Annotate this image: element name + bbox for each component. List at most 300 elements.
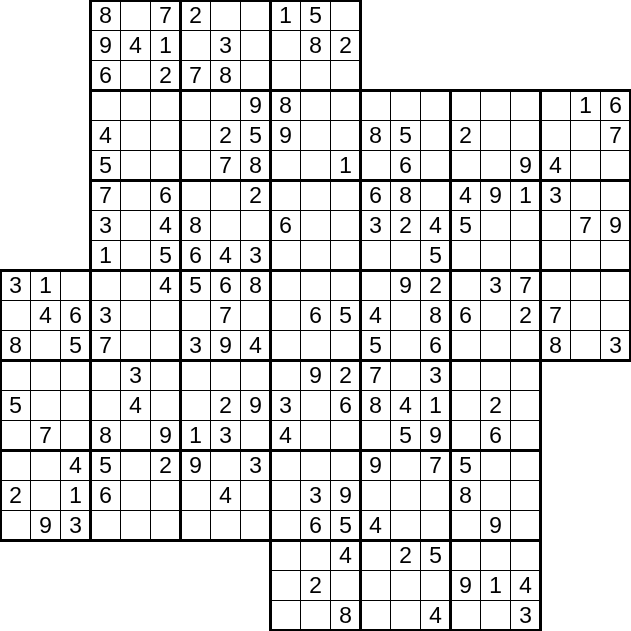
sudoku-cell-empty[interactable] <box>511 481 541 511</box>
sudoku-cell-empty[interactable] <box>121 91 151 121</box>
sudoku-cell-given: 4 <box>159 272 172 298</box>
sudoku-cell-empty[interactable] <box>121 451 151 481</box>
sudoku-cell-empty[interactable] <box>421 91 451 121</box>
sudoku-cell-given: 1 <box>99 242 112 268</box>
sudoku-cell-empty[interactable] <box>511 331 541 361</box>
sudoku-cell-empty[interactable] <box>451 361 481 391</box>
sudoku-cell-given: 3 <box>549 182 562 208</box>
sudoku-cell-given: 8 <box>549 332 562 358</box>
sudoku-cell-given: 1 <box>489 572 502 598</box>
sudoku-cell-empty[interactable] <box>511 421 541 451</box>
sudoku-cell-empty[interactable] <box>571 301 601 331</box>
sudoku-cell-empty[interactable] <box>331 421 361 451</box>
sudoku-cell-empty[interactable] <box>391 571 421 601</box>
sudoku-cell-given: 1 <box>279 2 292 28</box>
sudoku-cell-empty[interactable] <box>121 301 151 331</box>
sudoku-cell-empty[interactable] <box>391 331 421 361</box>
sudoku-cell-empty[interactable] <box>301 451 331 481</box>
sudoku-cell-empty[interactable] <box>301 601 331 631</box>
sudoku-cell-given: 5 <box>459 452 472 478</box>
sudoku-cell-empty[interactable] <box>361 481 391 511</box>
sudoku-cell-empty[interactable] <box>451 511 481 541</box>
sudoku-cell-empty[interactable] <box>121 481 151 511</box>
sudoku-cell-empty[interactable] <box>1 511 31 541</box>
sudoku-cell-given: 1 <box>39 272 52 298</box>
sudoku-cell-empty[interactable] <box>151 481 181 511</box>
sudoku-cell-empty[interactable] <box>181 391 211 421</box>
sudoku-cell-given: 6 <box>399 152 412 178</box>
sudoku-cell-empty[interactable] <box>571 121 601 151</box>
sudoku-cell-empty[interactable] <box>241 1 271 31</box>
sudoku-cell-empty[interactable] <box>121 121 151 151</box>
sudoku-cell-empty[interactable] <box>181 151 211 181</box>
sudoku-cell-empty[interactable] <box>301 391 331 421</box>
sudoku-cell-given: 4 <box>519 572 532 598</box>
sudoku-cell-empty[interactable] <box>481 361 511 391</box>
sudoku-cell-empty[interactable] <box>601 241 631 271</box>
sudoku-cell-given: 4 <box>549 152 562 178</box>
sudoku-cell-given: 9 <box>39 512 52 538</box>
sudoku-cell-empty[interactable] <box>421 121 451 151</box>
sudoku-cell-given: 7 <box>579 212 592 238</box>
sudoku-cell-given: 3 <box>249 452 262 478</box>
sudoku-cell-empty[interactable] <box>211 91 241 121</box>
sudoku-cell-empty[interactable] <box>301 541 331 571</box>
sudoku-cell-given: 9 <box>489 182 502 208</box>
sudoku-cell-empty[interactable] <box>121 421 151 451</box>
sudoku-cell-given: 9 <box>249 392 262 418</box>
sudoku-cell-empty[interactable] <box>31 361 61 391</box>
sudoku-cell-empty[interactable] <box>211 181 241 211</box>
sudoku-cell-empty[interactable] <box>331 211 361 241</box>
sudoku-cell-empty[interactable] <box>241 301 271 331</box>
sudoku-cell-empty[interactable] <box>601 301 631 331</box>
sudoku-cell-empty[interactable] <box>481 241 511 271</box>
sudoku-cell-given: 9 <box>159 422 172 448</box>
sudoku-cell-given: 6 <box>69 302 82 328</box>
sudoku-cell-given: 5 <box>369 332 382 358</box>
sudoku-cell-empty[interactable] <box>121 331 151 361</box>
sudoku-cell-empty[interactable] <box>151 91 181 121</box>
sudoku-cell-empty[interactable] <box>601 181 631 211</box>
sudoku-cell-empty[interactable] <box>61 361 91 391</box>
sudoku-cell-given: 9 <box>189 452 202 478</box>
sudoku-cell-empty[interactable] <box>31 331 61 361</box>
sudoku-cell-given: 7 <box>159 2 172 28</box>
sudoku-cell-given: 7 <box>609 122 622 148</box>
sudoku-cell-empty[interactable] <box>91 91 121 121</box>
sudoku-cell-empty[interactable] <box>451 241 481 271</box>
sudoku-cell-empty[interactable] <box>181 181 211 211</box>
sudoku-cell-given: 4 <box>369 302 382 328</box>
sudoku-cell-empty[interactable] <box>511 361 541 391</box>
sudoku-cell-given: 2 <box>519 302 532 328</box>
sudoku-cell-given: 2 <box>189 2 202 28</box>
sudoku-cell-given: 8 <box>189 212 202 238</box>
sudoku-cell-given: 4 <box>99 122 112 148</box>
sudoku-cell-given: 7 <box>99 332 112 358</box>
sudoku-cell-given: 6 <box>309 302 322 328</box>
sudoku-cell-empty[interactable] <box>271 541 301 571</box>
sudoku-cell-given: 6 <box>159 182 172 208</box>
sudoku-cell-given: 4 <box>129 392 142 418</box>
sudoku-cell-given: 8 <box>279 92 292 118</box>
sudoku-cell-given: 7 <box>219 152 232 178</box>
sudoku-cell-empty[interactable] <box>91 391 121 421</box>
sudoku-cell-empty[interactable] <box>511 91 541 121</box>
sudoku-cell-given: 6 <box>189 242 202 268</box>
sudoku-cell-empty[interactable] <box>421 151 451 181</box>
sudoku-cell-given: 9 <box>219 332 232 358</box>
sudoku-cell-given: 3 <box>129 362 142 388</box>
sudoku-cell-empty[interactable] <box>91 271 121 301</box>
sudoku-cell-empty[interactable] <box>151 121 181 151</box>
sudoku-cell-given: 4 <box>219 242 232 268</box>
sudoku-cell-given: 6 <box>609 92 622 118</box>
sudoku-cell-empty[interactable] <box>61 391 91 421</box>
sudoku-cell-empty[interactable] <box>481 151 511 181</box>
sudoku-cell-empty[interactable] <box>181 481 211 511</box>
sudoku-cell-empty[interactable] <box>481 601 511 631</box>
sudoku-cell-empty[interactable] <box>301 421 331 451</box>
sudoku-cell-given: 6 <box>489 422 502 448</box>
sudoku-cell-empty[interactable] <box>61 271 91 301</box>
sudoku-cell-empty[interactable] <box>511 211 541 241</box>
sudoku-cell-empty[interactable] <box>541 271 571 301</box>
sudoku-cell-empty[interactable] <box>451 271 481 301</box>
sudoku-cell-empty[interactable] <box>151 301 181 331</box>
sudoku-cell-empty[interactable] <box>511 391 541 421</box>
sudoku-cell-empty[interactable] <box>391 601 421 631</box>
sudoku-cell-empty[interactable] <box>211 1 241 31</box>
sudoku-cell-empty[interactable] <box>1 421 31 451</box>
sudoku-cell-empty[interactable] <box>271 271 301 301</box>
sudoku-cell-empty[interactable] <box>241 31 271 61</box>
sudoku-cell-given: 4 <box>39 302 52 328</box>
sudoku-cell-empty[interactable] <box>361 241 391 271</box>
sudoku-cell-empty[interactable] <box>481 211 511 241</box>
sudoku-cell-given: 1 <box>159 32 172 58</box>
sudoku-cell-given: 7 <box>189 62 202 88</box>
sudoku-cell-given: 3 <box>9 272 22 298</box>
sudoku-cell-empty[interactable] <box>271 601 301 631</box>
sudoku-cell-empty[interactable] <box>571 331 601 361</box>
sudoku-cell-empty[interactable] <box>1 451 31 481</box>
sudoku-cell-empty[interactable] <box>331 571 361 601</box>
sudoku-cell-given: 5 <box>339 512 352 538</box>
sudoku-cell-given: 5 <box>69 332 82 358</box>
sudoku-cell-given: 3 <box>249 242 262 268</box>
sudoku-cell-empty[interactable] <box>571 181 601 211</box>
sudoku-cell-empty[interactable] <box>31 391 61 421</box>
sudoku-cell-empty[interactable] <box>241 481 271 511</box>
sudoku-cell-empty[interactable] <box>151 361 181 391</box>
sudoku-cell-empty[interactable] <box>271 451 301 481</box>
sudoku-cell-empty[interactable] <box>241 421 271 451</box>
sudoku-cell-empty[interactable] <box>271 151 301 181</box>
sudoku-cell-empty[interactable] <box>211 451 241 481</box>
sudoku-cell-given: 8 <box>9 332 22 358</box>
sudoku-cell-empty[interactable] <box>571 241 601 271</box>
sudoku-cell-empty[interactable] <box>271 181 301 211</box>
sudoku-cell-given: 7 <box>39 422 52 448</box>
sudoku-cell-given: 5 <box>99 152 112 178</box>
sudoku-cell-given: 5 <box>399 422 412 448</box>
sudoku-cell-given: 9 <box>459 572 472 598</box>
sudoku-cell-empty[interactable] <box>151 331 181 361</box>
sudoku-cell-empty[interactable] <box>241 511 271 541</box>
sudoku-cell-empty[interactable] <box>271 241 301 271</box>
sudoku-cell-empty[interactable] <box>481 91 511 121</box>
sudoku-cell-given: 9 <box>339 482 352 508</box>
sudoku-cell-empty[interactable] <box>121 61 151 91</box>
sudoku-cell-given: 2 <box>309 572 322 598</box>
sudoku-cell-empty[interactable] <box>451 391 481 421</box>
sudoku-cell-empty[interactable] <box>541 91 571 121</box>
sudoku-cell-empty[interactable] <box>121 511 151 541</box>
sudoku-cell-given: 9 <box>369 452 382 478</box>
sudoku-cell-given: 2 <box>339 32 352 58</box>
sudoku-cell-empty[interactable] <box>511 241 541 271</box>
sudoku-cell-empty[interactable] <box>541 241 571 271</box>
sudoku-cell-empty[interactable] <box>361 421 391 451</box>
sudoku-cell-empty[interactable] <box>121 1 151 31</box>
sudoku-cell-empty[interactable] <box>391 451 421 481</box>
sudoku-cell-given: 7 <box>99 182 112 208</box>
sudoku-cell-given: 8 <box>309 32 322 58</box>
sudoku-cell-given: 9 <box>519 152 532 178</box>
sudoku-cell-empty[interactable] <box>391 91 421 121</box>
sudoku-cell-empty[interactable] <box>211 361 241 391</box>
sudoku-cell-given: 1 <box>519 182 532 208</box>
sudoku-cell-given: 9 <box>309 362 322 388</box>
sudoku-cell-empty[interactable] <box>571 271 601 301</box>
sudoku-cell-given: 2 <box>9 482 22 508</box>
sudoku-cell-given: 1 <box>189 422 202 448</box>
sudoku-cell-empty[interactable] <box>181 361 211 391</box>
sudoku-cell-empty[interactable] <box>421 571 451 601</box>
sudoku-cell-empty[interactable] <box>301 241 331 271</box>
sudoku-cell-empty[interactable] <box>451 601 481 631</box>
sudoku-cell-empty[interactable] <box>91 361 121 391</box>
sudoku-cell-empty[interactable] <box>451 541 481 571</box>
sudoku-cell-empty[interactable] <box>481 451 511 481</box>
sudoku-cell-empty[interactable] <box>241 361 271 391</box>
sudoku-cell-empty[interactable] <box>421 511 451 541</box>
sudoku-cell-empty[interactable] <box>391 481 421 511</box>
sudoku-cell-empty[interactable] <box>331 121 361 151</box>
sudoku-cell-empty[interactable] <box>511 541 541 571</box>
sudoku-cell-empty[interactable] <box>511 451 541 481</box>
sudoku-cell-empty[interactable] <box>361 151 391 181</box>
sudoku-cell-given: 5 <box>429 242 442 268</box>
sudoku-cell-given: 2 <box>249 182 262 208</box>
sudoku-cell-empty[interactable] <box>271 301 301 331</box>
sudoku-cell-empty[interactable] <box>31 451 61 481</box>
sudoku-cell-empty[interactable] <box>601 271 631 301</box>
sudoku-cell-empty[interactable] <box>601 151 631 181</box>
sudoku-cell-empty[interactable] <box>331 271 361 301</box>
sudoku-cell-given: 3 <box>219 422 232 448</box>
sudoku-cell-given: 8 <box>249 272 262 298</box>
sudoku-cell-empty[interactable] <box>211 511 241 541</box>
sudoku-cell-given: 8 <box>369 122 382 148</box>
sudoku-cell-empty[interactable] <box>541 211 571 241</box>
sudoku-cell-empty[interactable] <box>1 361 31 391</box>
sudoku-cell-empty[interactable] <box>331 1 361 31</box>
sudoku-cell-empty[interactable] <box>451 331 481 361</box>
sudoku-cell-given: 3 <box>189 332 202 358</box>
sudoku-cell-empty[interactable] <box>301 331 331 361</box>
sudoku-cell-given: 9 <box>99 32 112 58</box>
sudoku-cell-empty[interactable] <box>331 91 361 121</box>
sudoku-cell-given: 2 <box>399 212 412 238</box>
sudoku-cell-given: 3 <box>609 332 622 358</box>
sudoku-cell-empty[interactable] <box>271 61 301 91</box>
sudoku-cell-empty[interactable] <box>391 241 421 271</box>
sudoku-cell-given: 4 <box>159 212 172 238</box>
sudoku-cell-given: 9 <box>249 92 262 118</box>
sudoku-cell-empty[interactable] <box>361 541 391 571</box>
sudoku-cell-given: 7 <box>549 302 562 328</box>
sudoku-cell-empty[interactable] <box>331 451 361 481</box>
sudoku-cell-empty[interactable] <box>61 421 91 451</box>
sudoku-cell-empty[interactable] <box>121 181 151 211</box>
sudoku-cell-given: 6 <box>219 272 232 298</box>
sudoku-cell-empty[interactable] <box>241 61 271 91</box>
sudoku-cell-given: 5 <box>459 212 472 238</box>
sudoku-cell-empty[interactable] <box>481 121 511 151</box>
sudoku-cell-empty[interactable] <box>451 151 481 181</box>
sudoku-cell-given: 4 <box>69 452 82 478</box>
sudoku-cell-given: 3 <box>99 212 112 238</box>
sudoku-cell-given: 6 <box>369 182 382 208</box>
sudoku-cell-given: 4 <box>429 212 442 238</box>
sudoku-cell-empty[interactable] <box>511 121 541 151</box>
sudoku-cell-given: 7 <box>219 302 232 328</box>
sudoku-cell-given: 1 <box>429 392 442 418</box>
sudoku-cell-given: 6 <box>429 332 442 358</box>
sudoku-cell-empty[interactable] <box>181 511 211 541</box>
sudoku-cell-empty[interactable] <box>151 391 181 421</box>
sudoku-cell-given: 3 <box>219 32 232 58</box>
sudoku-cell-given: 7 <box>429 452 442 478</box>
sudoku-cell-empty[interactable] <box>241 211 271 241</box>
sudoku-cell-empty[interactable] <box>301 91 331 121</box>
sudoku-cell-empty[interactable] <box>481 541 511 571</box>
sudoku-cell-empty[interactable] <box>481 301 511 331</box>
sudoku-cell-empty[interactable] <box>121 271 151 301</box>
sudoku-cell-empty[interactable] <box>511 511 541 541</box>
sudoku-cell-empty[interactable] <box>361 571 391 601</box>
sudoku-cell-given: 5 <box>309 2 322 28</box>
sudoku-cell-empty[interactable] <box>301 151 331 181</box>
sudoku-cell-empty[interactable] <box>1 301 31 331</box>
sudoku-cell-given: 4 <box>219 482 232 508</box>
sudoku-cell-empty[interactable] <box>271 361 301 391</box>
sudoku-cell-empty[interactable] <box>121 211 151 241</box>
sudoku-cell-given: 2 <box>489 392 502 418</box>
sudoku-cell-given: 1 <box>339 152 352 178</box>
sudoku-cell-empty[interactable] <box>571 151 601 181</box>
sudoku-cell-given: 4 <box>339 542 352 568</box>
sudoku-cell-given: 2 <box>399 542 412 568</box>
sudoku-cell-empty[interactable] <box>271 481 301 511</box>
sudoku-cell-given: 8 <box>99 422 112 448</box>
sudoku-cell-empty[interactable] <box>271 31 301 61</box>
sudoku-cell-given: 7 <box>369 362 382 388</box>
sudoku-cell-empty[interactable] <box>301 211 331 241</box>
sudoku-cell-given: 2 <box>159 452 172 478</box>
sudoku-cell-empty[interactable] <box>301 61 331 91</box>
sudoku-cell-empty[interactable] <box>301 121 331 151</box>
sudoku-cell-empty[interactable] <box>331 181 361 211</box>
sudoku-cell-empty[interactable] <box>121 241 151 271</box>
sudoku-cell-empty[interactable] <box>91 511 121 541</box>
sudoku-cell-empty[interactable] <box>451 91 481 121</box>
sudoku-cell-empty[interactable] <box>181 31 211 61</box>
sudoku-cell-given: 9 <box>609 212 622 238</box>
sudoku-cell-given: 9 <box>279 122 292 148</box>
sudoku-cell-given: 4 <box>279 422 292 448</box>
sudoku-cell-given: 3 <box>309 482 322 508</box>
sudoku-cell-given: 5 <box>9 392 22 418</box>
sudoku-cell-given: 3 <box>429 362 442 388</box>
sudoku-cell-given: 4 <box>429 602 442 628</box>
sudoku-cell-empty[interactable] <box>391 301 421 331</box>
sudoku-cell-given: 8 <box>399 182 412 208</box>
sudoku-cell-given: 8 <box>219 62 232 88</box>
sudoku-cell-empty[interactable] <box>151 151 181 181</box>
sudoku-cell-given: 6 <box>309 512 322 538</box>
sudoku-cell-empty[interactable] <box>391 361 421 391</box>
sudoku-cell-empty[interactable] <box>451 421 481 451</box>
sudoku-cell-given: 6 <box>339 392 352 418</box>
sudoku-cell-empty[interactable] <box>361 271 391 301</box>
sudoku-cell-empty[interactable] <box>121 151 151 181</box>
sudoku-cell-empty[interactable] <box>331 61 361 91</box>
sudoku-cell-empty[interactable] <box>331 331 361 361</box>
sudoku-cell-given: 8 <box>99 2 112 28</box>
sudoku-cell-empty[interactable] <box>421 181 451 211</box>
sudoku-cell-empty[interactable] <box>331 241 361 271</box>
sudoku-cell-empty[interactable] <box>31 481 61 511</box>
sudoku-cell-given: 6 <box>279 212 292 238</box>
sudoku-cell-empty[interactable] <box>211 211 241 241</box>
sudoku-cell-empty[interactable] <box>151 511 181 541</box>
sudoku-cell-empty[interactable] <box>271 571 301 601</box>
sudoku-cell-empty[interactable] <box>391 511 421 541</box>
sudoku-cell-empty[interactable] <box>421 481 451 511</box>
sudoku-cell-given: 8 <box>249 152 262 178</box>
sudoku-cell-empty[interactable] <box>181 121 211 151</box>
sudoku-cell-empty[interactable] <box>271 511 301 541</box>
sudoku-cell-empty[interactable] <box>181 301 211 331</box>
sudoku-cell-empty[interactable] <box>181 91 211 121</box>
sudoku-cell-given: 3 <box>69 512 82 538</box>
sudoku-cell-empty[interactable] <box>271 331 301 361</box>
sudoku-cell-given: 4 <box>369 512 382 538</box>
sudoku-cell-empty[interactable] <box>301 181 331 211</box>
sudoku-cell-empty[interactable] <box>301 271 331 301</box>
sudoku-cell-given: 6 <box>459 302 472 328</box>
sudoku-cell-given: 8 <box>369 392 382 418</box>
sudoku-cell-empty[interactable] <box>481 331 511 361</box>
sudoku-cell-empty[interactable] <box>361 601 391 631</box>
sudoku-cell-empty[interactable] <box>481 481 511 511</box>
sudoku-cell-empty[interactable] <box>541 121 571 151</box>
sudoku-cell-empty[interactable] <box>361 91 391 121</box>
